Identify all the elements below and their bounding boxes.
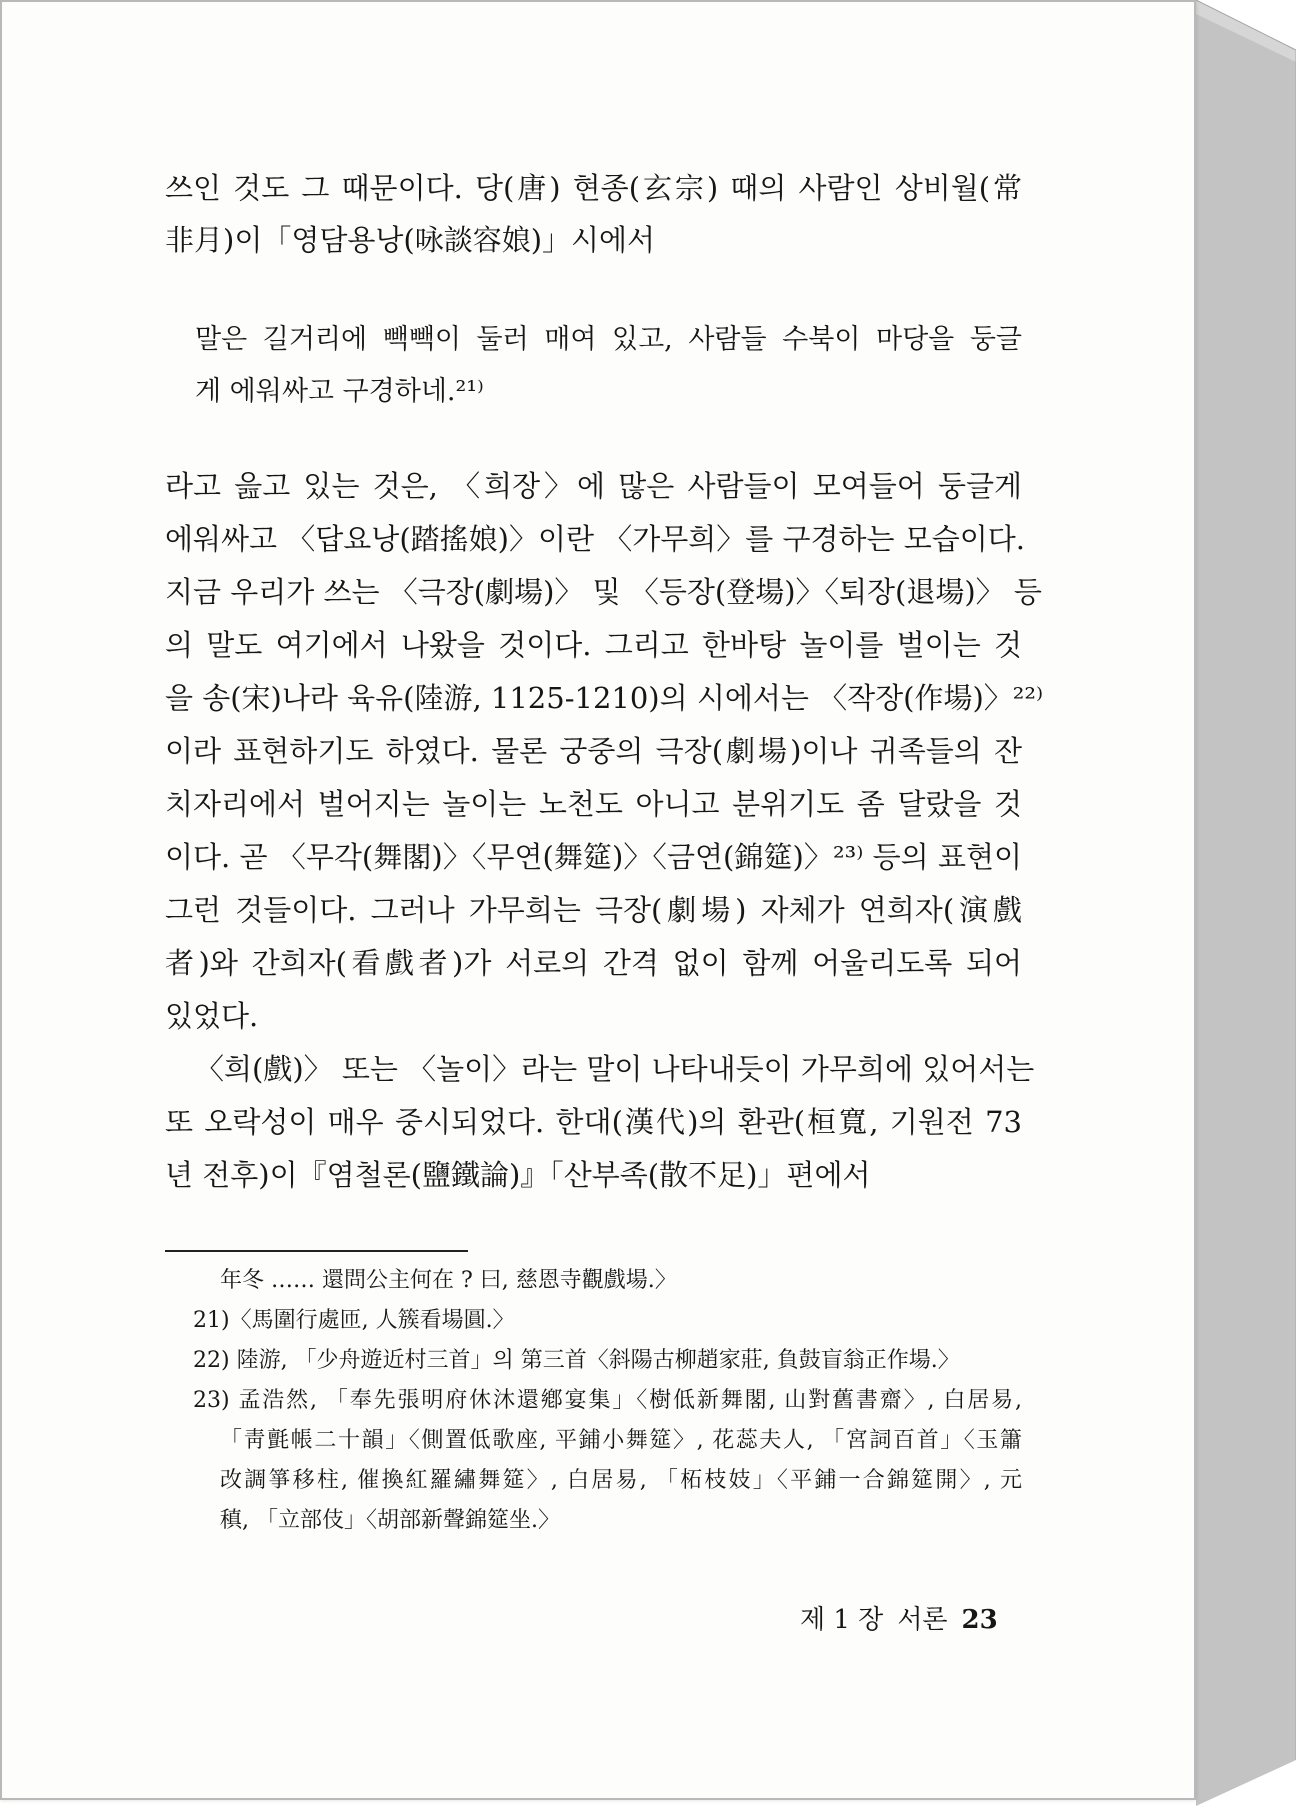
chapter-label: 제 1 장 <box>800 1605 884 1635</box>
quote-line: 게 에워싸고 구경하네.²¹⁾ <box>195 376 484 407</box>
body-line: 쓰인 것도 그 때문이다. 당(唐) 현종(玄宗) 때의 사람인 상비월(常 <box>165 171 1022 205</box>
footnote-line: 稹, 「立部伎」〈胡部新聲錦筵坐.〉 <box>220 1508 560 1533</box>
body-line: 을 송(宋)나라 육유(陸游, 1125-1210)의 시에서는 〈작장(作場)〉²²⁾ <box>165 681 1044 715</box>
body-line: 년 전후)이『염철론(鹽鐵論)』「산부족(散不足)」편에서 <box>165 1158 871 1192</box>
footnote-separator <box>165 1250 468 1252</box>
body-line: 에워싸고 〈답요낭(踏搖娘)〉이란 〈가무희〉를 구경하는 모습이다. <box>165 522 1026 556</box>
footnote-line: 改調箏移柱, 催換紅羅繡舞筵〉, 白居易, 「柘枝妓」〈平鋪一合錦筵開〉, 元 <box>220 1468 1022 1493</box>
body-line: 〈희(戲)〉 또는 〈놀이〉라는 말이 나타내듯이 가무희에 있어서는 <box>195 1052 1035 1086</box>
body-line: 또 오락성이 매우 중시되었다. 한대(漢代)의 환관(桓寬, 기원전 73 <box>165 1105 1022 1139</box>
footnote-line: 「靑氈帳二十韻」〈側置低歌座, 平鋪小舞筵〉, 花蕊夫人, 「宮詞百首」〈玉簫 <box>220 1428 1022 1453</box>
footnote-22: 22) 陸游, 「少舟遊近村三首」의 第三首〈斜陽古柳趙家莊, 負鼓盲翁正作場.〉 <box>193 1348 960 1373</box>
footnote-line: 年冬 …… 還問公主何在 ? 曰, 慈恩寺觀戲場.〉 <box>220 1268 677 1293</box>
section-label: 서론 <box>897 1605 948 1635</box>
body-line: 의 말도 여기에서 나왔을 것이다. 그리고 한바탕 놀이를 벌이는 것 <box>165 628 1022 662</box>
footnote-21: 21)〈馬圍行處匝, 人簇看場圓.〉 <box>193 1308 515 1333</box>
body-line: 라고 읊고 있는 것은, 〈희장〉에 많은 사람들이 모여들어 둥글게 <box>165 469 1022 503</box>
footnote-23: 23) 孟浩然, 「奉先張明府休沐還鄕宴集」〈樹低新舞閣, 山對舊書齋〉, 白居易, <box>193 1388 1022 1413</box>
body-line: 이라 표현하기도 하였다. 물론 궁중의 극장(劇場)이나 귀족들의 잔 <box>165 734 1022 768</box>
body-line: 지금 우리가 쓰는 〈극장(劇場)〉 및 〈등장(登場)〉〈퇴장(退場)〉 등 <box>165 575 1042 609</box>
page-footer <box>800 1600 1010 1640</box>
body-line: 그런 것들이다. 그러나 가무희는 극장(劇場) 자체가 연희자(演戲 <box>165 893 1022 927</box>
page-number: 23 <box>961 1605 998 1635</box>
body-line: 치자리에서 벌어지는 놀이는 노천도 아니고 분위기도 좀 달랐을 것 <box>165 787 1022 821</box>
book-page-stack-edge <box>1196 0 1296 1806</box>
body-line: 非月)이「영담용낭(咏談容娘)」시에서 <box>165 223 656 257</box>
body-line: 이다. 곧 〈무각(舞閣)〉〈무연(舞筵)〉〈금연(錦筵)〉²³⁾ 등의 표현이 <box>165 840 1022 874</box>
body-line: 者)와 간희자(看戲者)가 서로의 간격 없이 함께 어울리도록 되어 <box>165 946 1022 980</box>
quote-line: 말은 길거리에 빽빽이 둘러 매여 있고, 사람들 수북이 마당을 둥글 <box>195 324 1022 355</box>
body-line: 있었다. <box>165 999 259 1033</box>
